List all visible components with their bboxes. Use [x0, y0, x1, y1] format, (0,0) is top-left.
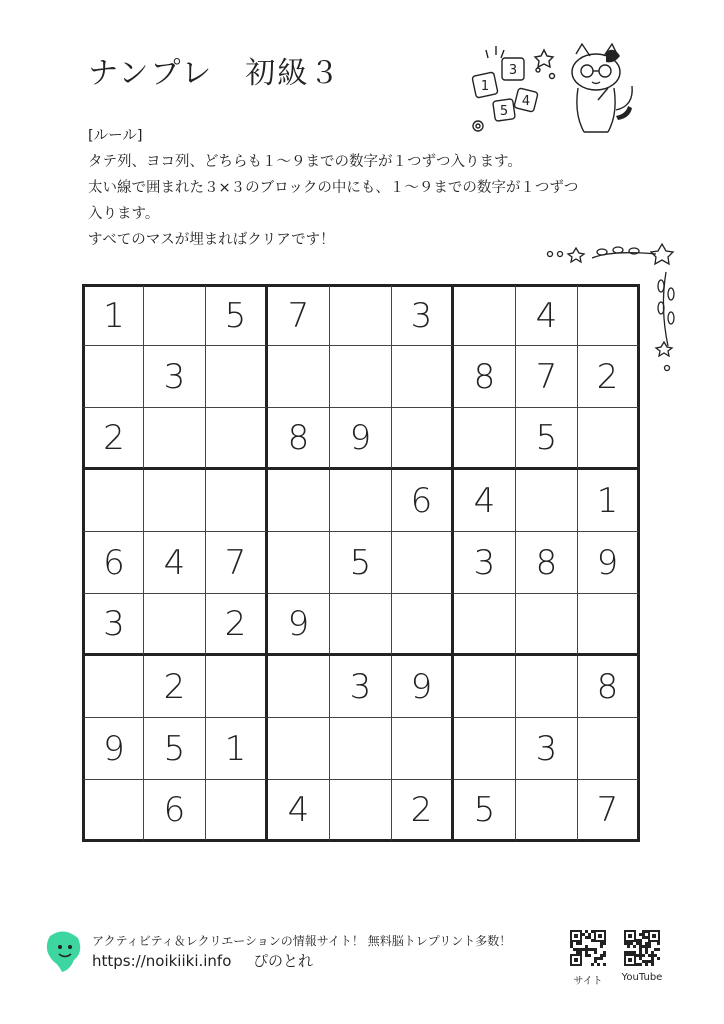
- sudoku-cell[interactable]: 1: [206, 718, 268, 780]
- sudoku-cell[interactable]: 3: [454, 532, 516, 594]
- sudoku-cell[interactable]: 6: [82, 532, 144, 594]
- sudoku-cell[interactable]: [206, 656, 268, 718]
- sudoku-cell[interactable]: [454, 656, 516, 718]
- rules-line: タテ列、ヨコ列、どちらも１～９までの数字が１つずつ入ります。: [88, 154, 522, 170]
- sudoku-cell[interactable]: 1: [82, 284, 144, 346]
- sudoku-cell[interactable]: [82, 346, 144, 408]
- page-title: ナンプレ 初級３: [88, 56, 342, 91]
- sudoku-cell[interactable]: [268, 470, 330, 532]
- sudoku-cell[interactable]: 5: [206, 284, 268, 346]
- sudoku-cell[interactable]: [144, 470, 206, 532]
- brand-name: ぴのとれ: [252, 952, 313, 970]
- sudoku-cell[interactable]: [578, 594, 640, 656]
- sudoku-cell[interactable]: [330, 594, 392, 656]
- sudoku-cell[interactable]: 2: [392, 780, 454, 842]
- sudoku-cell[interactable]: [82, 780, 144, 842]
- rules-line: 太い線で囲まれた３×３のブロックの中にも、１～９までの数字が１つずつ: [88, 180, 579, 196]
- die-label: 1: [480, 79, 490, 94]
- sudoku-cell[interactable]: [454, 284, 516, 346]
- rules-heading: [ルール]: [88, 128, 143, 144]
- qr-site-label: サイト: [573, 976, 603, 987]
- sudoku-cell[interactable]: 3: [392, 284, 454, 346]
- sudoku-cell[interactable]: 9: [268, 594, 330, 656]
- sudoku-cell[interactable]: 2: [82, 408, 144, 470]
- sudoku-cell[interactable]: 9: [82, 718, 144, 780]
- sudoku-cell[interactable]: 5: [516, 408, 578, 470]
- sudoku-cell[interactable]: [516, 470, 578, 532]
- sudoku-cell[interactable]: 8: [454, 346, 516, 408]
- sudoku-cell[interactable]: [206, 780, 268, 842]
- sudoku-cell[interactable]: 6: [144, 780, 206, 842]
- sudoku-cell[interactable]: [82, 656, 144, 718]
- sudoku-cell[interactable]: [330, 346, 392, 408]
- sudoku-cell[interactable]: [578, 408, 640, 470]
- sudoku-cell[interactable]: [392, 594, 454, 656]
- sudoku-cell[interactable]: 9: [578, 532, 640, 594]
- sudoku-cell[interactable]: [578, 284, 640, 346]
- site-qr-code[interactable]: [570, 930, 606, 966]
- sudoku-cell[interactable]: [330, 470, 392, 532]
- die-label: 4: [521, 94, 531, 109]
- sudoku-cell[interactable]: [392, 408, 454, 470]
- footer-url-line: [92, 950, 313, 971]
- qr-youtube-label: YouTube: [621, 972, 663, 983]
- sudoku-cell[interactable]: 8: [268, 408, 330, 470]
- rules-section: [88, 123, 678, 253]
- sudoku-cell[interactable]: 3: [330, 656, 392, 718]
- logo-icon: [44, 930, 84, 974]
- sudoku-grid: [82, 284, 640, 842]
- sudoku-cell[interactable]: [392, 532, 454, 594]
- sudoku-cell[interactable]: 5: [330, 532, 392, 594]
- sudoku-cell[interactable]: 7: [268, 284, 330, 346]
- sudoku-cell[interactable]: [268, 532, 330, 594]
- sudoku-cell[interactable]: [454, 594, 516, 656]
- sudoku-cell[interactable]: 1: [578, 470, 640, 532]
- sudoku-cell[interactable]: [516, 594, 578, 656]
- die-label: 5: [499, 104, 509, 119]
- sudoku-cell[interactable]: 2: [206, 594, 268, 656]
- sudoku-cell[interactable]: [144, 408, 206, 470]
- sudoku-cell[interactable]: [516, 780, 578, 842]
- sudoku-cell[interactable]: [392, 346, 454, 408]
- rules-line: 入ります。: [88, 206, 160, 222]
- sudoku-cell[interactable]: 5: [454, 780, 516, 842]
- sudoku-cell[interactable]: [330, 780, 392, 842]
- sudoku-cell[interactable]: 4: [144, 532, 206, 594]
- sudoku-cell[interactable]: 8: [578, 656, 640, 718]
- sudoku-cell[interactable]: [454, 718, 516, 780]
- sudoku-cell[interactable]: 8: [516, 532, 578, 594]
- sudoku-cell[interactable]: [268, 718, 330, 780]
- sudoku-cell[interactable]: [454, 408, 516, 470]
- footer-tagline: アクティビティ＆レクリエーションの情報サイト！ 無料脳トレプリント多数！: [92, 934, 512, 948]
- sudoku-cell[interactable]: 6: [392, 470, 454, 532]
- sudoku-cell[interactable]: 4: [516, 284, 578, 346]
- sudoku-cell[interactable]: [578, 718, 640, 780]
- sudoku-cell[interactable]: [268, 656, 330, 718]
- sudoku-cell[interactable]: [268, 346, 330, 408]
- site-url-link[interactable]: https://noikiiki.info: [92, 952, 232, 970]
- sudoku-cell[interactable]: 4: [454, 470, 516, 532]
- sudoku-cell[interactable]: 3: [144, 346, 206, 408]
- sudoku-cell[interactable]: [206, 470, 268, 532]
- sudoku-cell[interactable]: [206, 408, 268, 470]
- sudoku-cell[interactable]: 2: [144, 656, 206, 718]
- sudoku-cell[interactable]: [392, 718, 454, 780]
- sudoku-cell[interactable]: 4: [268, 780, 330, 842]
- sudoku-cell[interactable]: [82, 470, 144, 532]
- die-label: 3: [508, 63, 518, 78]
- sudoku-cell[interactable]: 3: [82, 594, 144, 656]
- sudoku-cell[interactable]: 9: [392, 656, 454, 718]
- sudoku-cell[interactable]: [144, 284, 206, 346]
- sudoku-cell[interactable]: [144, 594, 206, 656]
- sudoku-cell[interactable]: 7: [516, 346, 578, 408]
- sudoku-cell[interactable]: 7: [206, 532, 268, 594]
- sudoku-cell[interactable]: [330, 284, 392, 346]
- sudoku-cell[interactable]: [516, 656, 578, 718]
- sudoku-cell[interactable]: [206, 346, 268, 408]
- sudoku-cell[interactable]: 3: [516, 718, 578, 780]
- sudoku-cell[interactable]: 2: [578, 346, 640, 408]
- sudoku-cell[interactable]: 9: [330, 408, 392, 470]
- sudoku-cell[interactable]: 5: [144, 718, 206, 780]
- rules-line: すべてのマスが埋まればクリアです！: [88, 232, 335, 248]
- sudoku-cell[interactable]: [330, 718, 392, 780]
- sudoku-cell[interactable]: 7: [578, 780, 640, 842]
- youtube-qr-code[interactable]: [624, 930, 660, 966]
